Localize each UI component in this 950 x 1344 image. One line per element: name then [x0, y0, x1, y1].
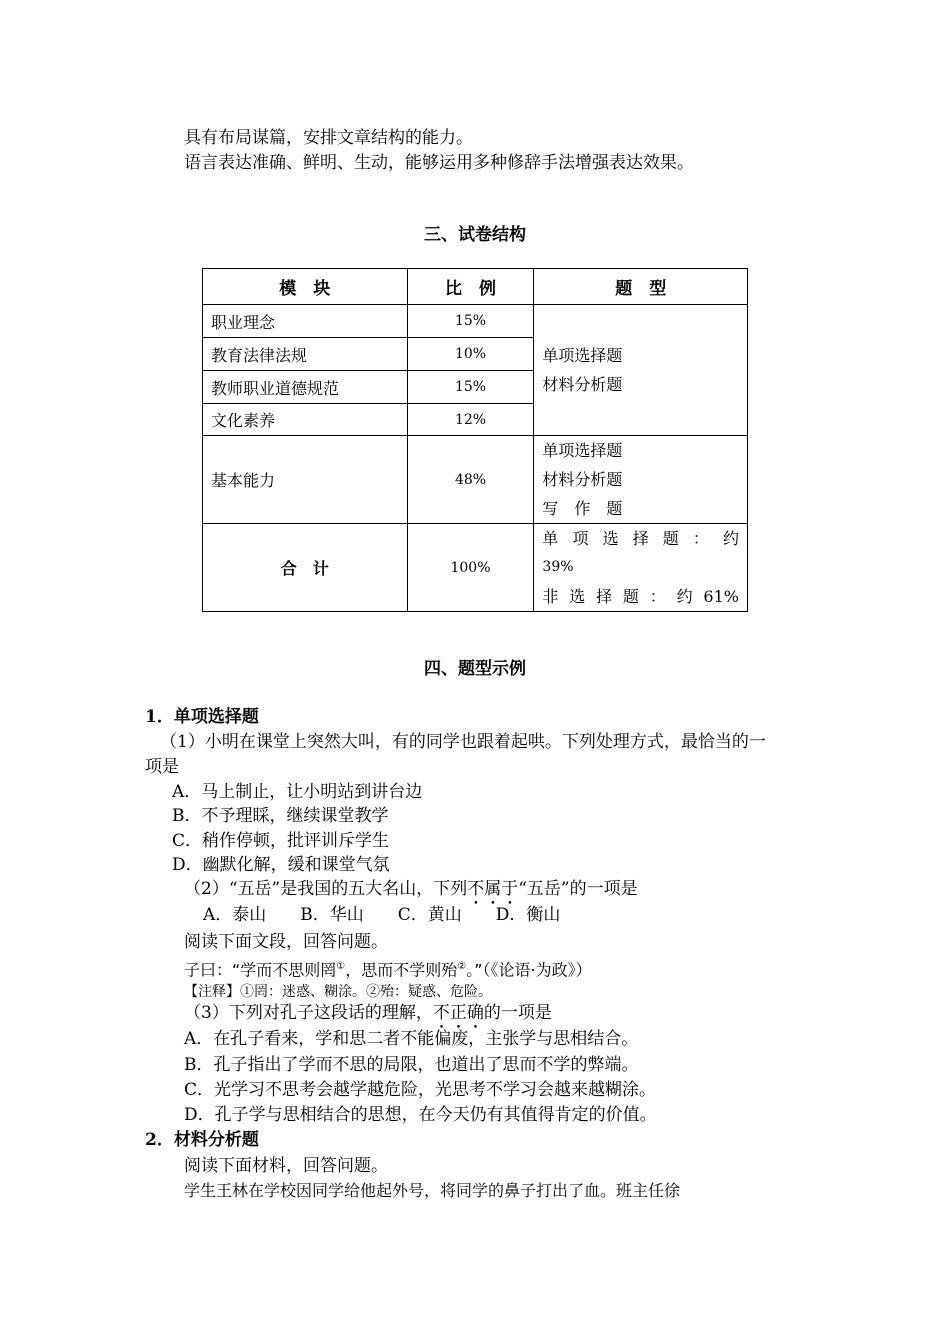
q1-1-stem-line-2: 项是	[145, 757, 179, 777]
header-module: 模 块	[203, 269, 408, 305]
header-ratio: 比 例	[407, 269, 534, 305]
ratio-cell: 15%	[407, 305, 534, 338]
header-type: 题 型	[534, 269, 748, 305]
q1-3-stem-suffix: 的一项是	[483, 1003, 552, 1023]
module-cell: 职业理念	[203, 305, 408, 338]
section-4-title: 四、题型示例	[424, 659, 526, 679]
total-line-3: 非选择题：约61%	[542, 587, 739, 606]
footnote-marker-2: ②	[457, 961, 467, 972]
q1-2-emphasis: 不属于	[467, 879, 519, 899]
table-total-row	[203, 524, 748, 612]
ratio-cell: 15%	[407, 371, 534, 404]
table-row	[203, 436, 748, 524]
q2-heading: 2．材料分析题	[145, 1130, 259, 1150]
intro-line-1: 具有布局谋篇，安排文章结构的能力。	[184, 128, 473, 148]
module-cell: 基本能力	[203, 436, 408, 524]
total-ratio: 100%	[407, 524, 534, 612]
annotation-note: 【注释】①罔：迷惑、糊涂。②殆：疑惑、危险。	[184, 984, 492, 1000]
q1-1-option-a: A．马上制止，让小明站到讲台边	[172, 782, 423, 802]
total-line-2: 39%	[542, 559, 574, 575]
module-cell: 文化素养	[203, 404, 408, 436]
q1-heading: 1．单项选择题	[145, 707, 259, 727]
total-line-1: 单项选择题：约	[542, 529, 739, 548]
analects-quote	[184, 955, 592, 982]
type-line: 材料分析题	[542, 375, 623, 394]
q1-1-stem-line-1: （1）小明在课堂上突然大叫，有的同学也跟着起哄。下列处理方式，最恰当的一	[160, 732, 766, 752]
q1-2-stem-suffix: “五岳”的一项是	[518, 879, 638, 899]
type-line: 单项选择题	[542, 441, 623, 460]
q2-material-text: 学生王林在学校因同学给他起外号，将同学的鼻子打出了血。班主任徐	[184, 1181, 681, 1200]
q1-2-stem-prefix: （2）“五岳”是我国的五大名山，下列	[184, 879, 468, 899]
module-cell: 教育法律法规	[203, 338, 408, 371]
q1-3-option-c: C．光学习不思考会越学越危险，光思考不学习会越来越糊涂。	[184, 1080, 657, 1100]
table-header-row	[203, 269, 748, 305]
q2-prompt: 阅读下面材料，回答问题。	[184, 1156, 388, 1176]
quote-part-2: ，思而不学则殆	[345, 960, 458, 980]
type-cell-group-1	[534, 305, 748, 436]
exam-structure-table	[202, 268, 748, 612]
ratio-cell: 12%	[407, 404, 534, 436]
q1-2-options: A．泰山 B．华山 C．黄山 D．衡山	[203, 905, 561, 925]
intro-line-2: 语言表达准确、鲜明、生动，能够运用多种修辞手法增强表达效果。	[184, 153, 694, 173]
q1-1-option-c: C．稍作停顿，批评训斥学生	[172, 831, 390, 851]
type-line: 材料分析题	[542, 470, 623, 489]
q1-3-option-b: B．孔子指出了学而不思的局限，也道出了思而不学的弊端。	[184, 1055, 639, 1075]
module-cell: 教师职业道德规范	[203, 371, 408, 404]
type-line: 写 作 题	[542, 499, 623, 518]
quote-part-3: 。”（《论语·为政》）	[466, 960, 592, 980]
type-line: 单项选择题	[542, 346, 623, 365]
quote-part-1: 子曰：“学而不思则罔	[184, 960, 337, 980]
q1-3-option-a: A．在孔子看来，学和思二者不能偏废，主张学与思相结合。	[184, 1029, 639, 1049]
table-row	[203, 305, 748, 338]
q1-1-option-d: D．幽默化解，缓和课堂气氛	[172, 855, 390, 875]
total-label: 合 计	[203, 524, 408, 612]
read-prompt: 阅读下面文段，回答问题。	[184, 932, 388, 952]
q1-3-stem-prefix: （3）下列对孔子这段话的理解，	[184, 1003, 433, 1023]
footnote-marker-1: ①	[336, 961, 346, 972]
q1-3-emphasis: 不正确	[432, 1003, 484, 1023]
ratio-cell: 10%	[407, 338, 534, 371]
q1-3-option-d: D．孔子学与思相结合的思想，在今天仍有其值得肯定的价值。	[184, 1105, 657, 1125]
type-cell-group-2	[534, 436, 748, 524]
ratio-cell: 48%	[407, 436, 534, 524]
total-type-cell	[534, 524, 748, 612]
q1-1-option-b: B．不予理睬，继续课堂教学	[172, 806, 389, 826]
section-3-title: 三、试卷结构	[424, 225, 526, 245]
